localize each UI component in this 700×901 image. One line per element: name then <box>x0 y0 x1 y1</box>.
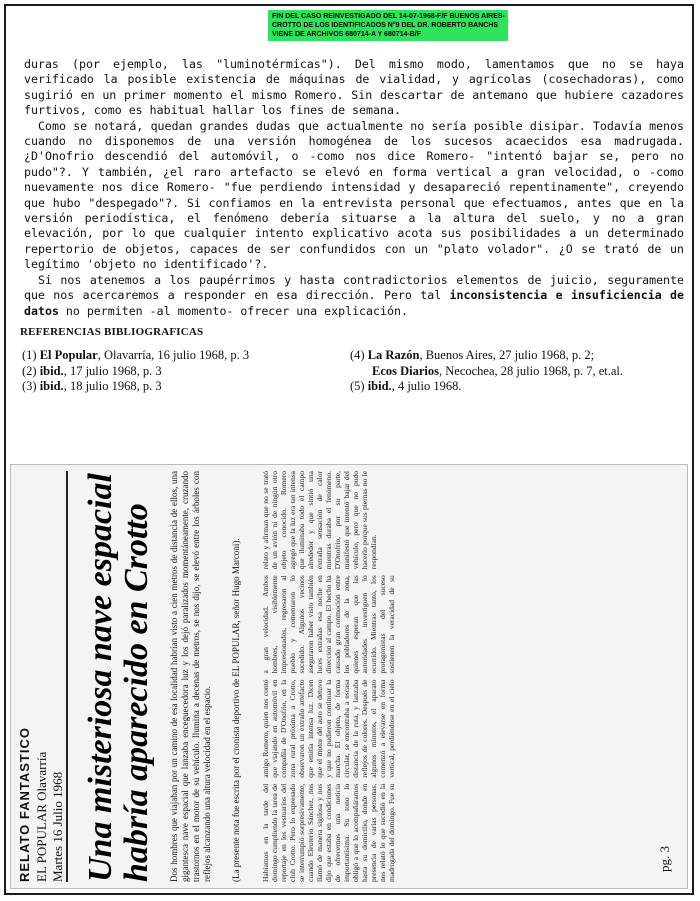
clipping-headline: Una misteriosa nave espacial habría aparecido en Crotto <box>82 473 155 882</box>
stamp-line-3: VIENE DE ARCHIVOS 680714-A Y 680714-B/F <box>272 31 422 38</box>
newspaper-clipping <box>10 464 688 889</box>
references-left <box>22 348 342 395</box>
clipping-author-note: (La presente nota fue escrita por el cronista deportivo de EL POPULAR, señor Hugo Marconi). <box>231 538 241 882</box>
paragraph-3-emphasis: inconsistencia e insuficiencia de datos <box>24 288 685 318</box>
references-title: REFERENCIAS BIBLIOGRAFICAS <box>20 326 204 338</box>
clipping-kicker: RELATO FANTASTICO <box>17 727 32 882</box>
page-number: pg. 3 <box>657 846 672 872</box>
references-right <box>350 348 690 395</box>
clipping-date: Martes 16 Julio 1968 <box>50 771 65 882</box>
clipping-rotated-content <box>11 465 687 888</box>
clipping-paper-name: EL POPULAR Olavarría <box>34 751 49 882</box>
paragraph-3-start: Si nos atenemos a los paupérrimos y hasta contradictorios elementos de juicio, seguramente que nos acercaremos a responder en esa dirección. Pero tal <box>24 272 684 303</box>
paragraph-2: Como se notará, quedan grandes dudas que actualmente no sería posible disipar. Todavía menos cuando no disponemos de una versión homogénea de los sucesos acaecidos esa madrugada. ¿D'Onofrio descendió del automóvil, o -como nos dice Romero- "intentó bajar se, pero no pudo"?. Y también, ¿el raro artefacto se elevó en forma vertical a gran velocidad, o -como nuevamente nos dice Romero- "fue perdiendo intensidad y desapareció repentinamente", creyendo que hubo "despegado"?. Si confiamos en la entrevista personal que efectuamos, antes que en la versión periodística, el fenómeno debería situarse a la altura del suelo, y no a gran elevación, por lo que cualquier intento explicativo acota sus posibilidades a un determinado repertorio de objetos, capaces de ser confundidos con un "plato volador". ¿O se trató de un legítimo 'objeto no identificado'?. <box>24 118 684 272</box>
reference-item: (3) ibid., 18 julio 1968, p. 3 <box>22 379 162 393</box>
reference-item: (5) ibid., 4 julio 1968. <box>350 379 462 393</box>
reference-item: (2) ibid., 17 julio 1968, p. 3 <box>22 363 162 378</box>
paragraph-1: duras (por ejemplo, las "luminotérmicas"). Del mismo modo, lamentamos que no se haya verificado la posible existencia de máquinas de vialidad, y agrícolas (cosechadoras), como sugirió en un primer momento el mismo Romero. Sin descartar de antemano que hubiere cazadores furtivos, como es habitual hallar los fines de semana. <box>24 57 684 118</box>
reference-item: Ecos Diarios, Necochea, 28 julio 1968, p. 7, et.al. <box>372 363 623 378</box>
clipping-lead: Dos hombres que viajaban por un camino de esa localidad habrían visto a cien metros de distancia de ellos, una gigantesca nave espacial que lanzaba enceguecedora luz y los dejó paralizados momentáneamente, cruzando trastornos en el motor de su vehículo. Ilumina a decenas de metros, se nos dijo, se elevó entre los árboles con reflejos alcanzando una altura velocidad en el espacio. <box>169 471 212 882</box>
clipping-header <box>17 471 68 882</box>
stamp-line-2: CROTTO DE LOS IDENTIFICADOS N°9 DEL DR. ROBERTO BANCHS <box>272 22 499 29</box>
clipping-columns: Habíamos en la tarde del domingo cumpliendo la tarea de reportaje en los vestuarios del club Crotto. Pero lo expresado se interrumpió sorpresivamente, cuando Eleuterio Sánchez, nos llamó de manera sigilosa y nos dijo que estaba en condiciones de ofrecernos una noticia importantísima. Su tono lo obligó a que lo acompañáramos hasta su domicilio, donde en presencia de varias personas, nos relató lo que sucedió en la madrugada del domingo. Fue su amigo Romero, quien nos contó que viajando en automóvil en compañía de D'Onofrio, en la zona rural próxima a Crotto, observaron un extraño artefacto que emitía intensa luz. Dicen que el motor del auto se detuvo y que no pudieron continuar la marcha. El objeto, de forma circular, se encontraba a escasa distancia de la ruta, y lanzaba reflejos de colores. Después de algunos minutos, el aparato comenzó a elevarse en forma vertical, perdiéndose en el cielo a gran velocidad. Ambos hombres, visiblemente impresionados, regresaron al pueblo y comentaron lo sucedido. Algunos vecinos aseguraron haber visto también luces extrañas esa noche en dirección al campo. El hecho ha causado gran conmoción entre los pobladores de la zona, quienes esperan que las autoridades investiguen lo ocurrido. Mientras tanto, los protagonistas del suceso sostienen la veracidad de su relato y afirman que no se trató de un avión ni de ningún otro objeto conocido. Romero agregó que la luz era tan intensa que iluminaba todo el campo alrededor y que sintió una extraña sensación de calor mientras duraba el fenómeno. D'Onofrio, por su parte, manifestó que intentó bajar del vehículo, pero que no pudo hacerlo porque sus piernas no le respondían. <box>261 471 396 882</box>
archive-stamp <box>268 10 508 41</box>
stamp-line-1: FIN DEL CASO REINVESTIGADO DEL 14-07-1968-F/F BUENOS AIRES- <box>272 13 505 20</box>
analysis-text <box>24 57 684 319</box>
reference-item: (4) La Razón, Buenos Aires, 27 julio 1968, p. 2; <box>350 348 595 362</box>
reference-item: (1) El Popular, Olavarría, 16 julio 1968, p. 3 <box>22 348 250 362</box>
paragraph-3-end: no permiten -al momento- ofrecer una explicación. <box>58 303 408 318</box>
paragraph-3 <box>24 273 684 319</box>
